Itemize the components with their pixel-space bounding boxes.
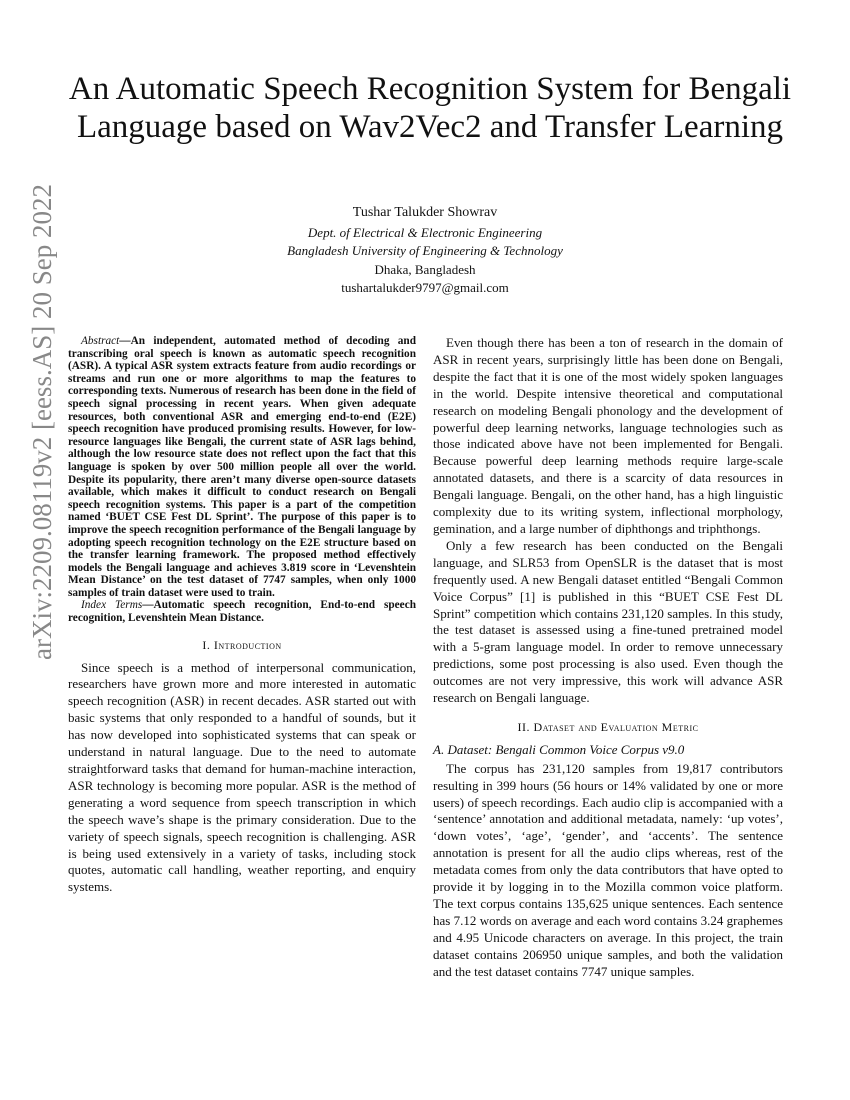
author-name: Tushar Talukder Showrav — [352, 205, 498, 220]
author-university: Bangladesh University of Engineering & Technology — [287, 243, 563, 258]
left-column — [68, 335, 416, 896]
paper-title: An Automatic Speech Recognition System for Bengali Language based on Wav2Vec2 and Transfer Learning — [68, 71, 792, 145]
author-department: Dept. of Electrical & Electronic Engineering — [307, 224, 543, 240]
author-email: tushartalukder9797@gmail.com — [341, 280, 509, 295]
dataset-paragraph-1: The corpus has 231,120 samples from 19,817 contributors resulting in 399 hours (56 hours or 14% validated by one or more users) of speech recordings. Each audio clip is accompanied with a ‘sentence’ annotation and additional metadata, namely: ‘up votes’, ‘down votes’, ‘age’, ‘gender’, and ‘accents’. The sentence annotation is present for all the audio clips whereas, rest of the metadata comes from only the data contributors that have opted to provide it by logging in to the Mozilla common voice platform. The text corpus contains 135,625 unique sentences. Each sentence has 7.12 words on average and each word contains 3.24 graphemes and 4.95 Unicode characters on average. In this project, the train dataset contains 206950 unique samples, and both the validation and the test dataset contains 7747 unique samples. — [433, 760, 783, 979]
abstract-text: —An independent, automated method of decoding and transcribing oral speech is known as automatic speech recognition (ASR). A typical ASR system extracts feature from audio recordings or streams and run one or more algorithms to map the features to corresponding texts. Numerous of research has been done in the field of speech signal processing in recent years. When given adequate resources, both conventional ASR and emerging end-to-end (E2E) speech recognition have produced promising results. However, for low-resource languages like Bengali, the current state of ASR lags behind, although the low resource state does not reflect upon the fact that this language is spoken by over 500 million people all over the world. Despite its popularity, there aren’t many diverse open-source datasets available, which makes it difficult to conduct research on Bengali speech recognition systems. This paper is a part of the competition named ‘BUET CSE Fest DL Sprint’. The purpose of this paper is to improve the speech recognition performance of the Bengali language by adopting speech recognition technology on the E2E structure based on the transfer learning framework. The proposed method effectively models the Bengali language and achieves 3.819 score in ‘Levenshtein Mean Distance’ on the test dataset of 7747 samples, when only 1000 samples of train dataset were used to train. — [68, 335, 416, 599]
section-heading-dataset — [433, 719, 783, 736]
intro-paragraph-1: Since speech is a method of interpersonal communication, researchers have grown more and more interested in automatic speech recognition (ASR) in recent decades. ASR started out with basic systems that only responded to a handful of sounds, but it has now developed into sophisticated systems that can speak or understand in natural language. Due to the need to automate straightforward tasks that demand for human-machine interaction, ASR technology is becoming more popular. ASR is the method of generating a word sequence from speech transcription in which the speech wave’s shape is the primary consideration. Due to the variety of speech signals, speech recognition is challenging. ASR is being used extensively in a variety of tasks, including stock quotes, automatic call handling, weather reporting, and enquiry systems. — [68, 659, 416, 895]
author-location: Dhaka, Bangladesh — [374, 261, 476, 277]
intro-paragraph-3: Only a few research has been conducted on the Bengali language, and SLR53 from OpenSLR is the dataset that is most frequently used. A new Bengali dataset entitled “Bengali Common Voice Corpus” [1] is published in this “BUET CSE Fest DL Sprint” competition which contains 231,120 samples. In this study, the test dataset is assessed using a fine-tuned pretrained model with a 5-gram language model. In order to remove unnecessary predictions, some post processing is also used. Even though the outcomes are not very impressive, this work will advance ASR research on Bengali language. — [433, 537, 783, 706]
section-title: Dataset and Evaluation Metric — [533, 719, 699, 734]
arxiv-identifier-stamp: arXiv:2209.08119v2 [eess.AS] 20 Sep 2022 — [27, 184, 57, 660]
section-number: II. — [517, 719, 531, 734]
section-heading-introduction — [68, 637, 416, 654]
section-number: I. — [202, 637, 211, 652]
author-block — [150, 204, 700, 298]
index-terms-lead: Index Terms — [81, 599, 143, 612]
subsection-heading-dataset: A. Dataset: Bengali Common Voice Corpus v9.0 — [433, 741, 685, 757]
index-terms-text: —Automatic speech recognition, End-to-end speech recognition, Levenshtein Mean Distance. — [68, 599, 416, 625]
abstract-lead: Abstract — [81, 335, 120, 347]
abstract — [68, 335, 416, 625]
right-column — [433, 335, 783, 981]
section-title: Introduction — [213, 637, 282, 652]
intro-paragraph-2: Even though there has been a ton of research in the domain of ASR in recent years, surprisingly little has been done on Bengali, despite the fact that it is one of the most widely spoken languages in the world. Despite intensive theoretical and computational research on modeling Bengali phonology and the development of powerful deep learning networks, language technologies such as those indicated above have not been implemented for Bengali. Because powerful deep learning methods require large-scale annotated datasets, and there is a scarcity of data resources in Bengali language. Bengali, on the other hand, has a high linguistic complexity due to its writing system, inflectional morphology, gemination, and a large number of diphthongs and triphthongs. — [433, 335, 783, 536]
